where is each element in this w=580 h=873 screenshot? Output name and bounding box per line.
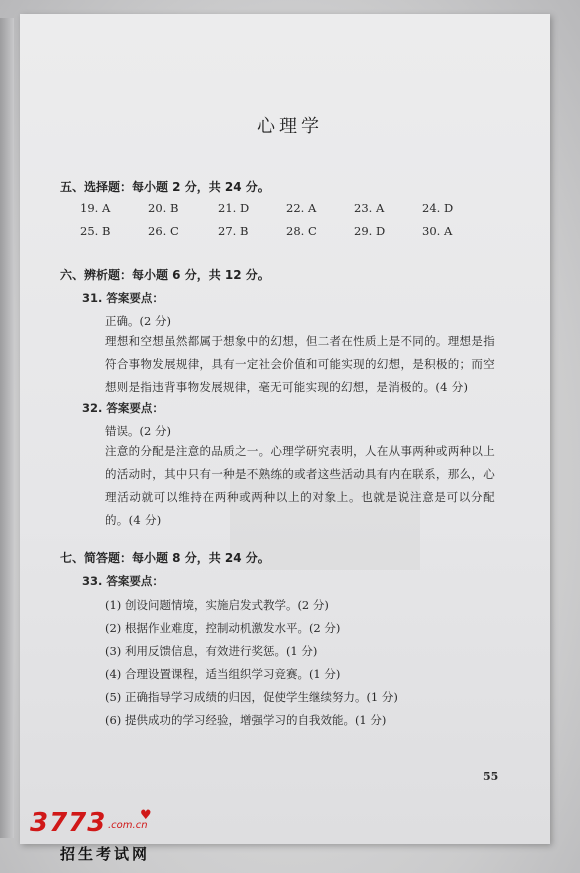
answer-23: 23. A [354,201,385,215]
question-33-head: 33. 答案要点： [82,574,164,588]
question-31-judgement: 正确。(2 分) [105,314,171,328]
answer-26: 26. C [148,224,179,238]
watermark-subtitle: 招生考试网 [60,845,151,863]
answer-30: 30. A [422,224,453,238]
page-title: 心理学 [257,116,323,137]
answer-28: 28. C [286,224,317,238]
page-number: 55 [483,770,499,783]
section-6-heading: 六、辨析题：每小题 6 分，共 12 分。 [60,268,270,282]
previous-page-edge [0,18,14,838]
section-7-heading: 七、简答题：每小题 8 分，共 24 分。 [60,551,270,565]
heart-icon: ♥ [140,808,152,823]
watermark-domain: .com.cn [108,820,148,831]
answer-21: 21. D [218,201,250,215]
question-33-item-6: (6) 提供成功的学习经验，增强学习的自我效能。(1 分) [105,713,387,727]
question-33-item-1: (1) 创设问题情境，实施启发式教学。(2 分) [105,598,329,612]
question-31-text: 理想和空想虽然都属于想象中的幻想，但二者在性质上是不同的。理想是指符合事物发展规律，具有一定社会价值和可能实现的幻想，是积极的；而空想则是指违背事物发展规律，毫无可能实现的幻想，是消极的。(4 分) [105,334,495,394]
answer-20: 20. B [148,201,179,215]
answer-29: 29. D [354,224,386,238]
question-33-item-4: (4) 合理设置课程，适当组织学习竞赛。(1 分) [105,667,341,681]
question-33-item-2: (2) 根据作业难度，控制动机激发水平。(2 分) [105,621,341,635]
watermark-logo [24,808,174,864]
answer-19: 19. A [80,201,111,215]
question-32-judgement: 错误。(2 分) [105,424,171,438]
question-32-text: 注意的分配是注意的品质之一。心理学研究表明，人在从事两种或两种以上的活动时，其中只有一种是不熟练的或者这些活动具有内在联系，那么，心理活动就可以维持在两种或两种以上的对象上。也就是说注意是可以分配的。(4 分) [105,444,495,527]
question-31-head: 31. 答案要点： [82,291,164,305]
answer-24: 24. D [422,201,454,215]
watermark-brand: 3773 [30,808,107,838]
question-33-item-5: (5) 正确指导学习成绩的归因，促使学生继续努力。(1 分) [105,690,398,704]
answer-27: 27. B [218,224,249,238]
answer-22: 22. A [286,201,317,215]
answer-25: 25. B [80,224,111,238]
section-5-heading: 五、选择题：每小题 2 分，共 24 分。 [60,180,270,194]
question-32-head: 32. 答案要点： [82,401,164,415]
question-33-item-3: (3) 利用反馈信息，有效进行奖惩。(1 分) [105,644,318,658]
